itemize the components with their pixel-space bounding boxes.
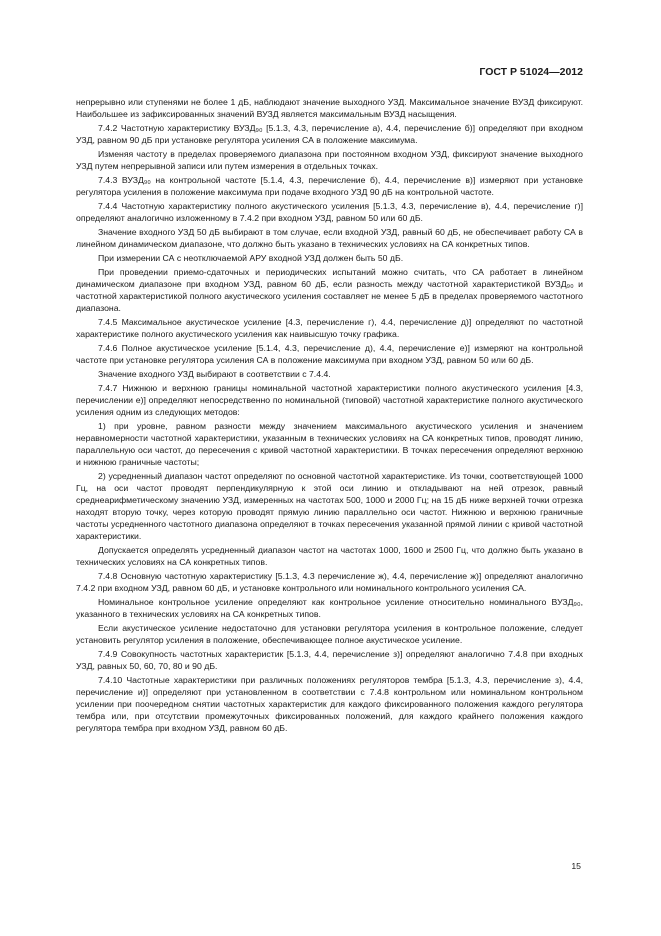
paragraph: 7.4.4 Частотную характеристику полного акустического усиления [5.1.3, 4.3, перечисление в), 4.4, перечисление г)] определяют аналогично изложенному в 7.4.2 при входном УЗД, равном 50 или 60 дБ. <box>76 201 583 223</box>
paragraph: непрерывно или ступенями не более 1 дБ, наблюдают значение выходного УЗД. Максимальное значение ВУЗД фиксируют. Наибольшее из зафиксированных значений ВУЗД является максимальным ВУЗД насыщения. <box>76 97 583 119</box>
paragraph: 1) при уровне, равном разности между значением максимального акустического усиления и значением неравномерности частотной характеристики, указанным в технических условиях на СА конкретных типов, проводят линию, параллельную оси частот, до пересечения с кривой частотной характеристики. В точках пересечения определяют верхнюю и нижнюю граничные частоты; <box>76 421 583 467</box>
page-number: 15 <box>571 861 581 871</box>
paragraph: 7.4.8 Основную частотную характеристику [5.1.3, 4.3 перечисление ж), 4.4, перечисление ж)] определяют аналогично 7.4.2 при входном УЗД, равном 60 дБ, и установке контрольного или номинального контрольного усиления СА. <box>76 571 583 593</box>
paragraph: 2) усредненный диапазон частот определяют по основной частотной характеристике. Из точки, соответствующей 1000 Гц, на оси частот проводят перпендикулярную к этой оси линию и откладывают на ней отрезок, равный среднеарифметическому значению УЗД, измеренных на частотах 500, 1000 и 2000 Гц; на 15 дБ ниже верхней точки отрезка находят вторую точку, через которую проводят прямую линию параллельно оси частот. Нижнюю и верхнюю граничные частоты усредненного частотного диапазона определяют в точках пересечения указанной прямой линии с кривой частотной характеристики. <box>76 471 583 541</box>
paragraph: При проведении приемо-сдаточных и периодических испытаний можно считать, что СА работает в линейном динамическом диапазоне при входном УЗД, равном 60 дБ, если разность между частотной характеристикой ВУЗД₉₀ и частотной характеристикой полного акустического усиления составляет не менее 5 дБ в пределах проверяемого частотного диапазона. <box>76 267 583 313</box>
paragraph: 7.4.2 Частотную характеристику ВУЗД₉₀ [5.1.3, 4.3, перечисление а), 4.4, перечисление б)] определяют при входном УЗД, равном 90 дБ при установке регулятора усиления СА в положение максимума. <box>76 123 583 145</box>
paragraph: 7.4.3 ВУЗД₉₀ на контрольной частоте [5.1.4, 4.3, перечисление б), 4.4, перечисление в)] измеряют при установке регулятора усиления в положение максимума при подаче входного УЗД 90 дБ на контрольной частоте. <box>76 175 583 197</box>
paragraph: Изменяя частоту в пределах проверяемого диапазона при постоянном входном УЗД, фиксируют значение выходного УЗД путем непрерывной записи или путем измерения в отдельных точках. <box>76 149 583 171</box>
paragraph: Номинальное контрольное усиление определяют как контрольное усиление относительно номинального ВУЗД₉₀, указанного в технических условиях на СА конкретных типов. <box>76 597 583 619</box>
paragraph: 7.4.9 Совокупность частотных характеристик [5.1.3, 4.4, перечисление з)] определяют аналогично 7.4.8 при входных УЗД, равных 50, 60, 70, 80 и 90 дБ. <box>76 649 583 671</box>
paragraph: При измерении СА с неотключаемой АРУ входной УЗД должен быть 50 дБ. <box>98 253 404 263</box>
document-body <box>76 96 583 736</box>
paragraph: 7.4.7 Нижнюю и верхнюю границы номинальной частотной характеристики полного акустического усиления [4.3, перечислении е)] определяют непосредственно по номинальной (типовой) частотной характеристике полного акустического усиления одним из следующих методов: <box>76 383 583 417</box>
paragraph: Значение входного УЗД выбирают в соответствии с 7.4.4. <box>98 369 331 379</box>
paragraph: Если акустическое усиление недостаточно для установки регулятора усиления в контрольное положение, следует установить регулятор усиления в положение, обеспечивающее полное акустическое усиление. <box>76 623 583 645</box>
paragraph: 7.4.6 Полное акустическое усиление [5.1.4, 4.3, перечисление д), 4.4, перечисление е)] измеряют на контрольной частоте при установке регулятора усиления СА в положение максимума при входном УЗД, равном 50 или 60 дБ. <box>76 343 583 365</box>
document-id: ГОСТ Р 51024—2012 <box>479 66 583 78</box>
paragraph: 7.4.5 Максимальное акустическое усиление [4.3, перечисление г), 4.4, перечисление д)] определяют по частотной характеристике полного акустического усиления как наивысшую точку графика. <box>76 317 583 339</box>
paragraph: 7.4.10 Частотные характеристики при различных положениях регуляторов тембра [5.1.3, 4.3, перечисление з), 4.4, перечисление и)] определяют при установленном в соответствии с 7.4.8 контрольном или номинальном контрольном усилении при поочередном снятии частотных характеристик для каждого фиксированного положения каждого регулятора тембра или, при отсутствии промежуточных фиксированных положений, для каждого крайнего положения каждого регулятора тембра при входном УЗД, равном 60 дБ. <box>76 675 583 733</box>
paragraph: Допускается определять усредненный диапазон частот на частотах 1000, 1600 и 2500 Гц, что должно быть указано в технических условиях на СА конкретных типов. <box>76 545 583 567</box>
paragraph: Значение входного УЗД 50 дБ выбирают в том случае, если входной УЗД, равный 60 дБ, не обеспечивает работу СА в линейном динамическом диапазоне, что должно быть указано в технических условиях на СА конкретных типов. <box>76 227 583 249</box>
